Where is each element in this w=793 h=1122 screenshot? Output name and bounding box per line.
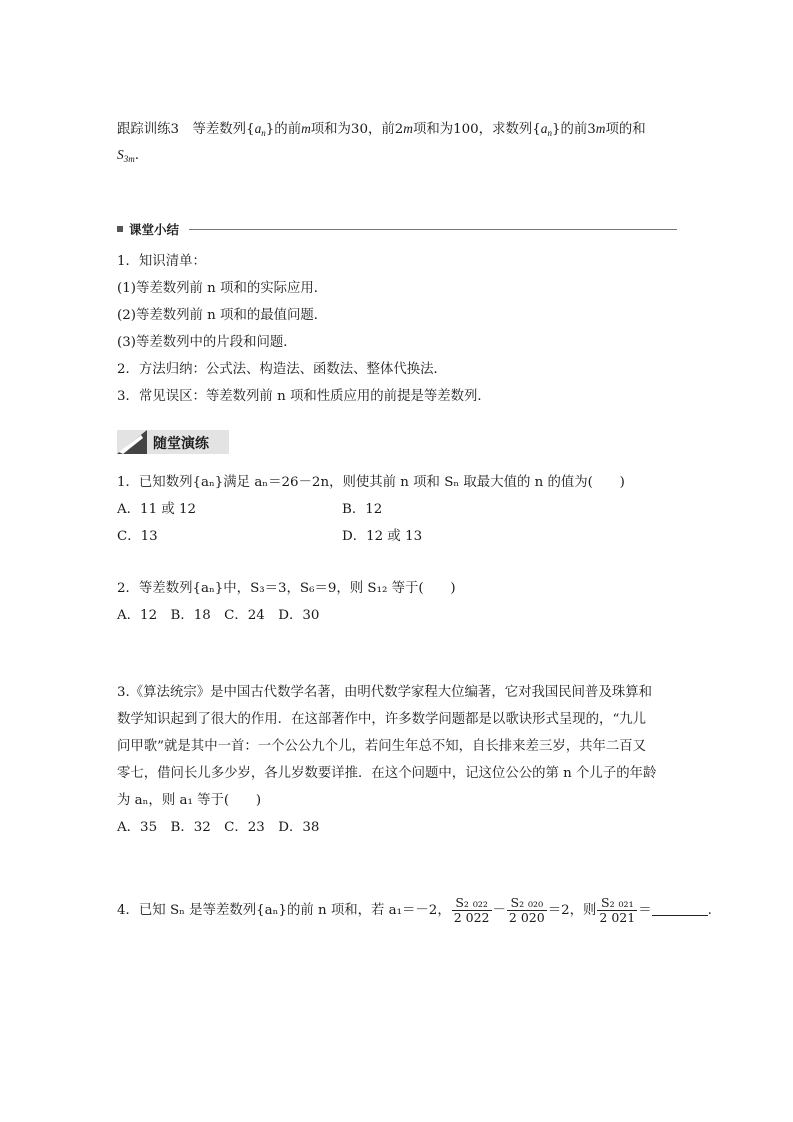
square-bullet-icon [117,226,123,232]
question-4-stem: 4．已知 Sₙ 是等差数列{aₙ}的前 n 项和，若 a₁＝－2， $\frac{\text{S₂ ₀₂₂}}{2 022}$ － $\frac{\text{S₂ ₀₂₀}}{2 020}$ ＝2，则 $\frac{\text{S₂ ₀₂₁}}{2 021}$ ＝ . [117,895,712,925]
practice-title: 随堂演练 [153,436,209,452]
question-1-option-a: A．11 或 12 [117,502,197,517]
exercise-3-line-1: 跟踪训练3 等差数列$\{a_n\}$的前m项和为30，前2m项和为100，求数列$\{a_n\}$的前3m项的和 [117,121,646,138]
summary-item: 1．知识清单： [117,254,206,269]
exercise-label: 跟踪训练3 [117,122,180,137]
question-3-line: 数学知识起到了很大的作用．在这部著作中，许多数学问题都是以歌诀形式呈现的，“九儿 [117,712,647,727]
fraction: $\frac{\text{S₂ ₀₂₂}}{2 022}$ [453,895,490,925]
question-1-option-c: C．13 [117,529,158,544]
question-3-line: 为 aₙ，则 a₁ 等于( ) [117,793,262,808]
fraction: $\frac{\text{S₂ ₀₂₀}}{2 020}$ [508,895,545,925]
question-1-option-b: B．12 [342,502,383,517]
summary-item: (3)等差数列中的片段和问题． [117,335,297,350]
question-2-options: A．12 B．18 C．24 D．30 [117,608,320,623]
question-3-line: 零七，借问长儿多少岁，各儿岁数要详推．在这个问题中，记这位公公的第 n 个儿子的年龄 [117,766,657,781]
header-rule [189,229,677,230]
question-3-options: A．35 B．32 C．23 D．38 [117,820,320,835]
question-3-line: 问甲歌”就是其中一首：一个公公九个儿，若问生年总不知，自长排来差三岁，共年二百又 [117,739,647,754]
pencil-icon [117,430,147,454]
practice-banner [117,430,229,454]
answer-blank[interactable] [652,903,708,916]
summary-item: (2)等差数列前 n 项和的最值问题． [117,308,328,323]
summary-item: 3．常见误区：等差数列前 n 项和性质应用的前提是等差数列． [117,389,491,404]
summary-section-header [117,222,677,238]
question-3-line: 3.《算法统宗》是中国古代数学名著，由明代数学家程大位编著，它对我国民间普及珠算和 [117,685,653,700]
summary-item: (1)等差数列前 n 项和的实际应用． [117,281,328,296]
question-1-stem: 1．已知数列{aₙ}满足 aₙ＝26－2n，则使其前 n 项和 Sₙ 取最大值的 n 的值为( ) [117,475,625,490]
exercise-3-line-2: $S_{3m}$. [117,147,139,164]
question-2-stem: 2．等差数列{aₙ}中，S₃＝3，S₆＝9，则 S₁₂ 等于( ) [117,581,456,596]
summary-title: 课堂小结 [129,222,180,237]
summary-item: 2．方法归纳：公式法、构造法、函数法、整体代换法． [117,362,447,377]
fraction: $\frac{\text{S₂ ₀₂₁}}{2 021}$ [599,895,636,925]
question-1-option-d: D．12 或 13 [342,529,423,544]
